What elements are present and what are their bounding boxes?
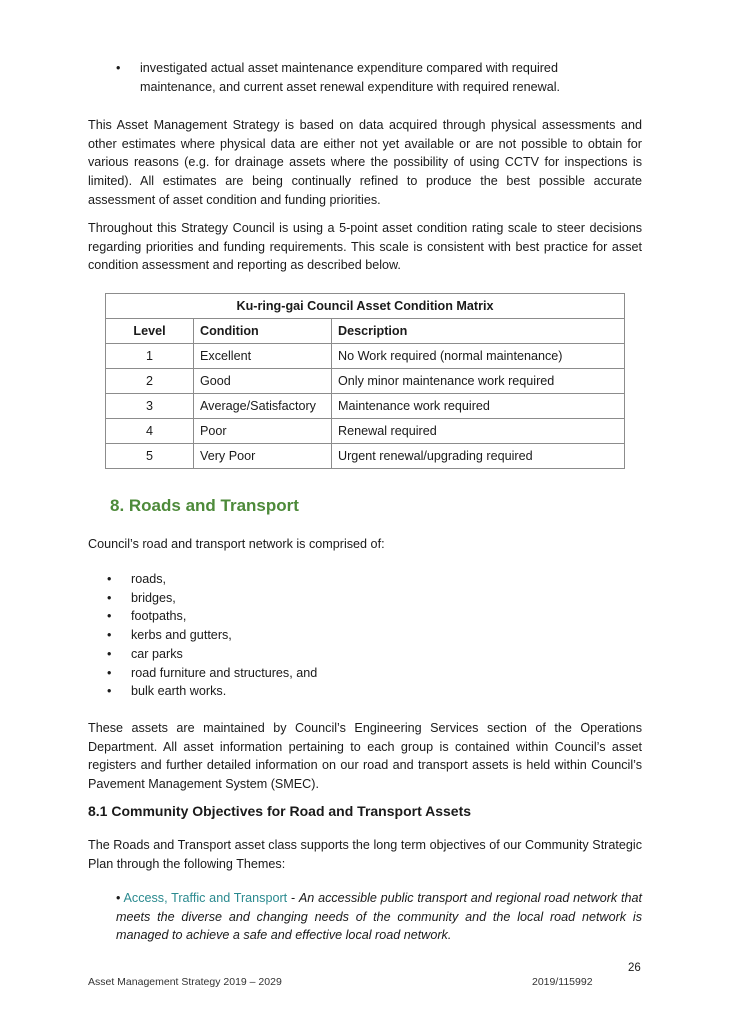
rating-scale-paragraph: Throughout this Strategy Council is using a 5-point asset condition rating scale to steer decisions regarding priorities and funding requirements. This scale is consistent with best practice for asset condition assessment and reporting as described below.	[88, 221, 642, 273]
bullet-marker: •	[116, 891, 121, 905]
bullet-marker: •	[116, 61, 121, 75]
list-item	[107, 626, 317, 645]
cell-condition: Good	[194, 369, 332, 394]
bullet-marker: •	[107, 646, 112, 661]
cell-condition: Average/Satisfactory	[194, 394, 332, 419]
table-row	[106, 344, 625, 369]
cell-description: Renewal required	[332, 419, 625, 444]
page-number: 26	[628, 962, 641, 974]
section-8-1-intro: The Roads and Transport asset class supports the long term objectives of our Community Strategic Plan through the following Themes:	[88, 838, 642, 871]
header-condition: Condition	[194, 319, 332, 344]
maintenance-paragraph: These assets are maintained by Council’s Engineering Services section of the Operations Department. All asset information pertaining to each group is contained within Council’s asset registers and further detailed information on our road and transport assets is held within Council’s Pavement Management System (SMEC).	[88, 721, 642, 792]
cell-level: 3	[106, 394, 194, 419]
cell-condition: Poor	[194, 419, 332, 444]
table-row	[106, 444, 625, 469]
asset-condition-matrix	[105, 293, 625, 469]
list-item-text: roads,	[131, 572, 167, 586]
footer-document-title: Asset Management Strategy 2019 – 2029	[88, 976, 282, 988]
table-row	[106, 369, 625, 394]
theme-description: An accessible public transport and regional road network that meets the diverse and changing needs of the community and the local road network is managed to achieve a safe and effective local road network.	[116, 891, 642, 943]
list-item	[107, 682, 317, 701]
list-item	[107, 664, 317, 683]
matrix-header-row	[106, 319, 625, 344]
cell-level: 5	[106, 444, 194, 469]
bullet-marker: •	[107, 572, 112, 586]
list-item	[107, 607, 317, 626]
cell-description: Maintenance work required	[332, 394, 625, 419]
section-8-1-heading: 8.1 Community Objectives for Road and Transport Assets	[88, 803, 472, 819]
section-8-intro: Council’s road and transport network is comprised of:	[88, 537, 385, 551]
cell-description: Urgent renewal/upgrading required	[332, 444, 625, 469]
bullet-marker: •	[107, 609, 112, 624]
list-item	[107, 589, 317, 608]
header-description: Description	[332, 319, 625, 344]
list-item	[107, 570, 317, 589]
bullet-marker: •	[107, 590, 112, 605]
theme-separator: -	[287, 891, 299, 905]
cell-condition: Excellent	[194, 344, 332, 369]
list-item-text: footpaths,	[131, 609, 187, 624]
header-level: Level	[106, 319, 194, 344]
cell-description: Only minor maintenance work required	[332, 369, 625, 394]
list-item-text: bulk earth works.	[131, 684, 227, 699]
list-item	[107, 645, 317, 664]
cell-condition: Very Poor	[194, 444, 332, 469]
theme-bullet	[116, 889, 642, 945]
intro-bullet-text: investigated actual asset maintenance expenditure compared with required maintenance, and current asset renewal expenditure with required renewal.	[140, 61, 561, 94]
list-item-text: road furniture and structures, and	[131, 665, 318, 680]
list-item-text: kerbs and gutters,	[131, 628, 232, 643]
section-8-heading: 8. Roads and Transport	[110, 496, 299, 515]
bullet-marker: •	[107, 628, 112, 643]
bullet-marker: •	[107, 684, 112, 699]
footer-reference: 2019/115992	[532, 976, 593, 988]
list-item-text: car parks	[131, 646, 183, 661]
list-item-text: bridges,	[131, 590, 176, 605]
strategy-basis-paragraph: This Asset Management Strategy is based on data acquired through physical assessments and other estimates where physical data are either not yet available or are not possible to obtain for various reasons (e.g. for drainage assets where the possibility of using CCTV for inspections is limited). All estimates are being continually refined to produce the best possible accurate assessment of asset condition and funding priorities.	[88, 118, 642, 207]
intro-bullet	[116, 59, 616, 96]
theme-link[interactable]: Access, Traffic and Transport	[123, 891, 288, 905]
asset-list	[107, 570, 317, 701]
cell-level: 2	[106, 369, 194, 394]
bullet-marker: •	[107, 665, 112, 680]
cell-level: 1	[106, 344, 194, 369]
table-row	[106, 394, 625, 419]
cell-description: No Work required (normal maintenance)	[332, 344, 625, 369]
table-row	[106, 419, 625, 444]
cell-level: 4	[106, 419, 194, 444]
matrix-title: Ku-ring-gai Council Asset Condition Matrix	[106, 294, 625, 319]
